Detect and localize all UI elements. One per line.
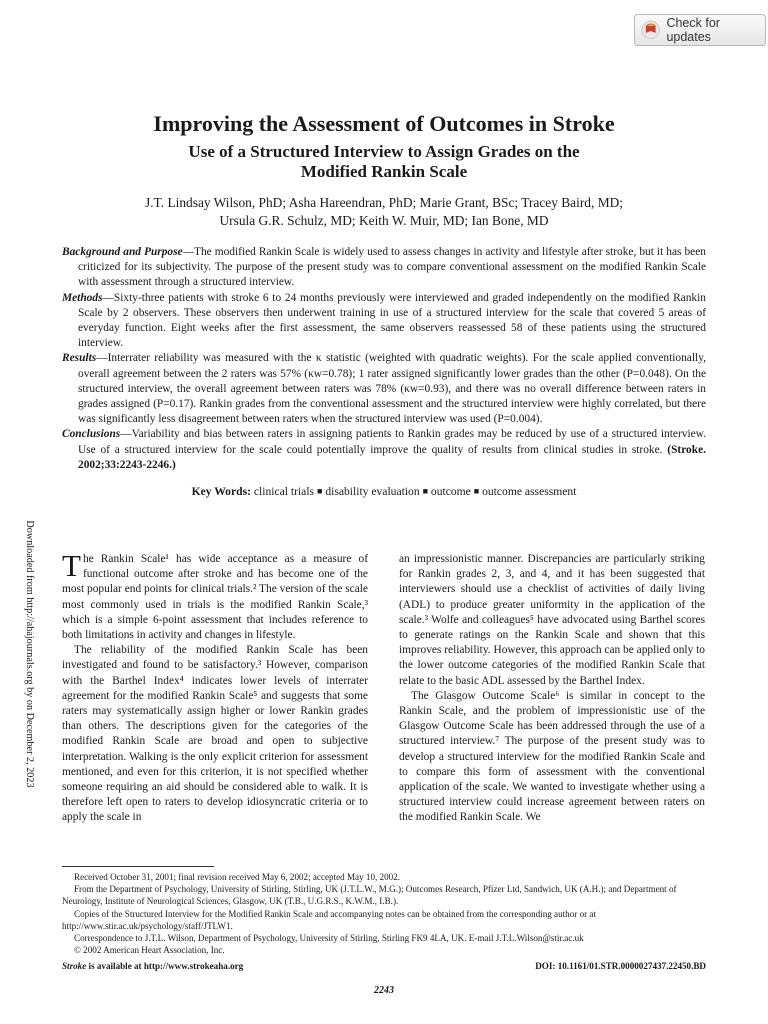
body-paragraph-text: he Rankin Scale¹ has wide acceptance as a measure of functional outcome after stroke and has become one of the most popular end points for clinical trials.² The version of the scale most commonly used in trials is the modified Rankin Scale,³ which is a simple 6-point assessment that includes reference to both limitations in activity and changes in lifestyle. (62, 553, 368, 642)
abstract-results-text: —Interrater reliability was measured with the κ statistic (weighted with quadratic weights). For the scale applied conventionally, overall agreement between the 2 raters was 57% (κw=0.78); 1 rater assigned significantly lower grades than the other (P=0.048). On the structured interview, the overall agreement between raters was 78% (κw=0.93), and there was no overall difference between raters in grades assigned (P=0.17). Rankin grades from the conventional assessment and the structured interview were highly correlated, but there was significantly less disagreement between raters when the structured interview was used (P=0.004). (78, 352, 706, 426)
abstract-results-heading: Results (62, 352, 97, 365)
abstract-conclusions-text: —Variability and bias between raters in assigning patients to Rankin grades may be reduced by use of a structured interview. Use of a structured interview for the scale could potentially improve the quality of results from clinical studies in stroke. (78, 428, 706, 456)
keyword-separator: ■ (422, 486, 428, 497)
check-for-updates-badge[interactable] (634, 14, 766, 46)
footnote-copyright: © 2002 American Heart Association, Inc. (74, 945, 225, 956)
body-paragraph: The reliability of the modified Rankin Scale has been investigated and found to be satisfactory.³ However, comparison with the Barthel Index⁴ indicates lower levels of interrater agreement for the modified Rankin Scale⁵ and suggests that some raters may systematically assign higher or lower Rankin grades than others. The descriptions given for the categories of the modified Rankin Scale are broad and open to subjective interpretation. Walking is the only explicit criterion for assessment mentioned, and even for this criterion, it is not specified whether someone requiring an aid should be considered able to walk. It is therefore left open to raters to develop idiosyncratic criteria or to apply the scale in (62, 644, 368, 824)
article-title: Improving the Assessment of Outcomes in Stroke (153, 111, 615, 136)
abstract-methods (62, 291, 706, 352)
body-paragraph: The Glasgow Outcome Scale⁶ is similar in concept to the Rankin Scale, and the problem of impressionistic use of the Glasgow Outcome Scale has been addressed through the use of a structured interview.⁷ The purpose of the present study was to develop a structured interview for the modified Rankin Scale and to compare this form of assessment with the conventional application of the scale. We wanted to investigate whether using a structured interview could increase agreement between raters on the modified Rankin Scale. We (399, 689, 705, 824)
abstract-methods-heading: Methods (62, 291, 103, 304)
download-watermark-text: Downloaded from http://ahajournals.org by on December 2, 2023 (24, 520, 35, 788)
body-paragraph (62, 548, 368, 643)
check-for-updates-icon (641, 20, 660, 40)
journal-availability (62, 961, 243, 971)
abstract-results (62, 351, 706, 427)
check-for-updates-label: Check for updates (666, 16, 720, 44)
journal-name: Stroke (62, 961, 87, 971)
footnote-correspondence: Correspondence to J.T.L. Wilson, Department of Psychology, University of Stirling, Stirling FK9 4LA, UK. E-mail J.T.L.Wilson@stir.ac.uk (74, 933, 584, 944)
footnote-affiliation: From the Department of Psychology, University of Stirling, Stirling, UK (J.T.L.W., M.G.); Outcomes Research, Pfizer Ltd, Sandwich, UK (A.H.); and Department of Neurology, Institute of Neurological Sciences, Glasgow, UK (T.B., U.G.R.S., K.W.M., I.B.). (62, 884, 677, 907)
abstract-background (62, 245, 706, 291)
download-watermark (20, 519, 38, 789)
abstract-background-text: —The modified Rankin Scale is widely used to assess changes in activity and lifestyle after stroke, but it has been criticized for its subjectivity. The purpose of the present study was to compare conventional assessment on the modified Rankin Scale with assessment through a structured interview. (78, 246, 706, 289)
abstract-citation: (Stroke. 2002;33:2243-2246.) (78, 443, 706, 471)
footnote-received: Received October 31, 2001; final revision received May 6, 2002; accepted May 10, 2002. (74, 872, 401, 882)
body-column-right (399, 552, 705, 826)
author-list (0, 194, 768, 230)
article-subtitle (0, 142, 768, 182)
footer-strip (62, 961, 706, 971)
body-column-left (62, 548, 368, 826)
subtitle-line-2: Modified Rankin Scale (300, 162, 468, 181)
footnote-divider (62, 866, 214, 867)
keyword-item: clinical trials (253, 485, 315, 499)
doi: DOI: 10.1161/01.STR.0000027437.22450.BD (535, 961, 706, 971)
abstract-background-heading: Background and Purpose (62, 246, 183, 258)
footnotes (62, 871, 706, 956)
keywords (62, 484, 706, 500)
authors-line-1: J.T. Lindsay Wilson, PhD; Asha Hareendran, PhD; Marie Grant, BSc; Tracey Baird, MD; (145, 195, 623, 210)
abstract-conclusions (62, 427, 706, 473)
keyword-item: outcome assessment (482, 485, 577, 499)
abstract (62, 245, 706, 500)
keyword-separator: ■ (473, 486, 480, 497)
journal-url-text: is available at http://www.strokeaha.org (86, 961, 244, 971)
title-block (0, 110, 768, 230)
keyword-item: disability evaluation (325, 485, 420, 499)
authors-line-2: Ursula G.R. Schulz, MD; Keith W. Muir, MD; Ian Bone, MD (219, 213, 549, 228)
body-paragraph: an impressionistic manner. Discrepancies are particularly striking for Rankin grades 2, 3, and 4, and it has been suggested that interviewers should use a checklist of activities of daily living (ADL) to produce greater uniformity in the application of the scale.³ Wolfe and colleagues⁵ have advocated using Barthel scores to generate ratings on the Rankin Scale and shown that this improves reliability. However, this approach can be applied only to the lower outcome categories of the modified Rankin Scale that relate to the basic ADL assessed by the Barthel Index. (399, 553, 705, 687)
keywords-label: Key Words: (191, 485, 251, 499)
keyword-separator: ■ (316, 486, 323, 497)
abstract-conclusions-heading: Conclusions (62, 428, 121, 441)
keyword-item: outcome (430, 485, 471, 499)
drop-cap: T (62, 548, 81, 583)
page-number: 2243 (374, 985, 394, 996)
footnote-copies: Copies of the Structured Interview for the Modified Rankin Scale and accompanying notes can be obtained from the corresponding author or at http://www.stir.ac.uk/psychology/staff/JTLW1. (62, 908, 596, 931)
abstract-methods-text: —Sixty-three patients with stroke 6 to 24 months previously were interviewed and graded independently on the modified Rankin Scale by 2 observers. These observers then underwent training in use of a structured interview for the scale that covered 5 areas of everyday function. Eight weeks after the first assessment, the same observers reassessed 58 of these patients using the structured interview. (78, 291, 706, 350)
subtitle-line-1: Use of a Structured Interview to Assign Grades on the (188, 142, 580, 161)
